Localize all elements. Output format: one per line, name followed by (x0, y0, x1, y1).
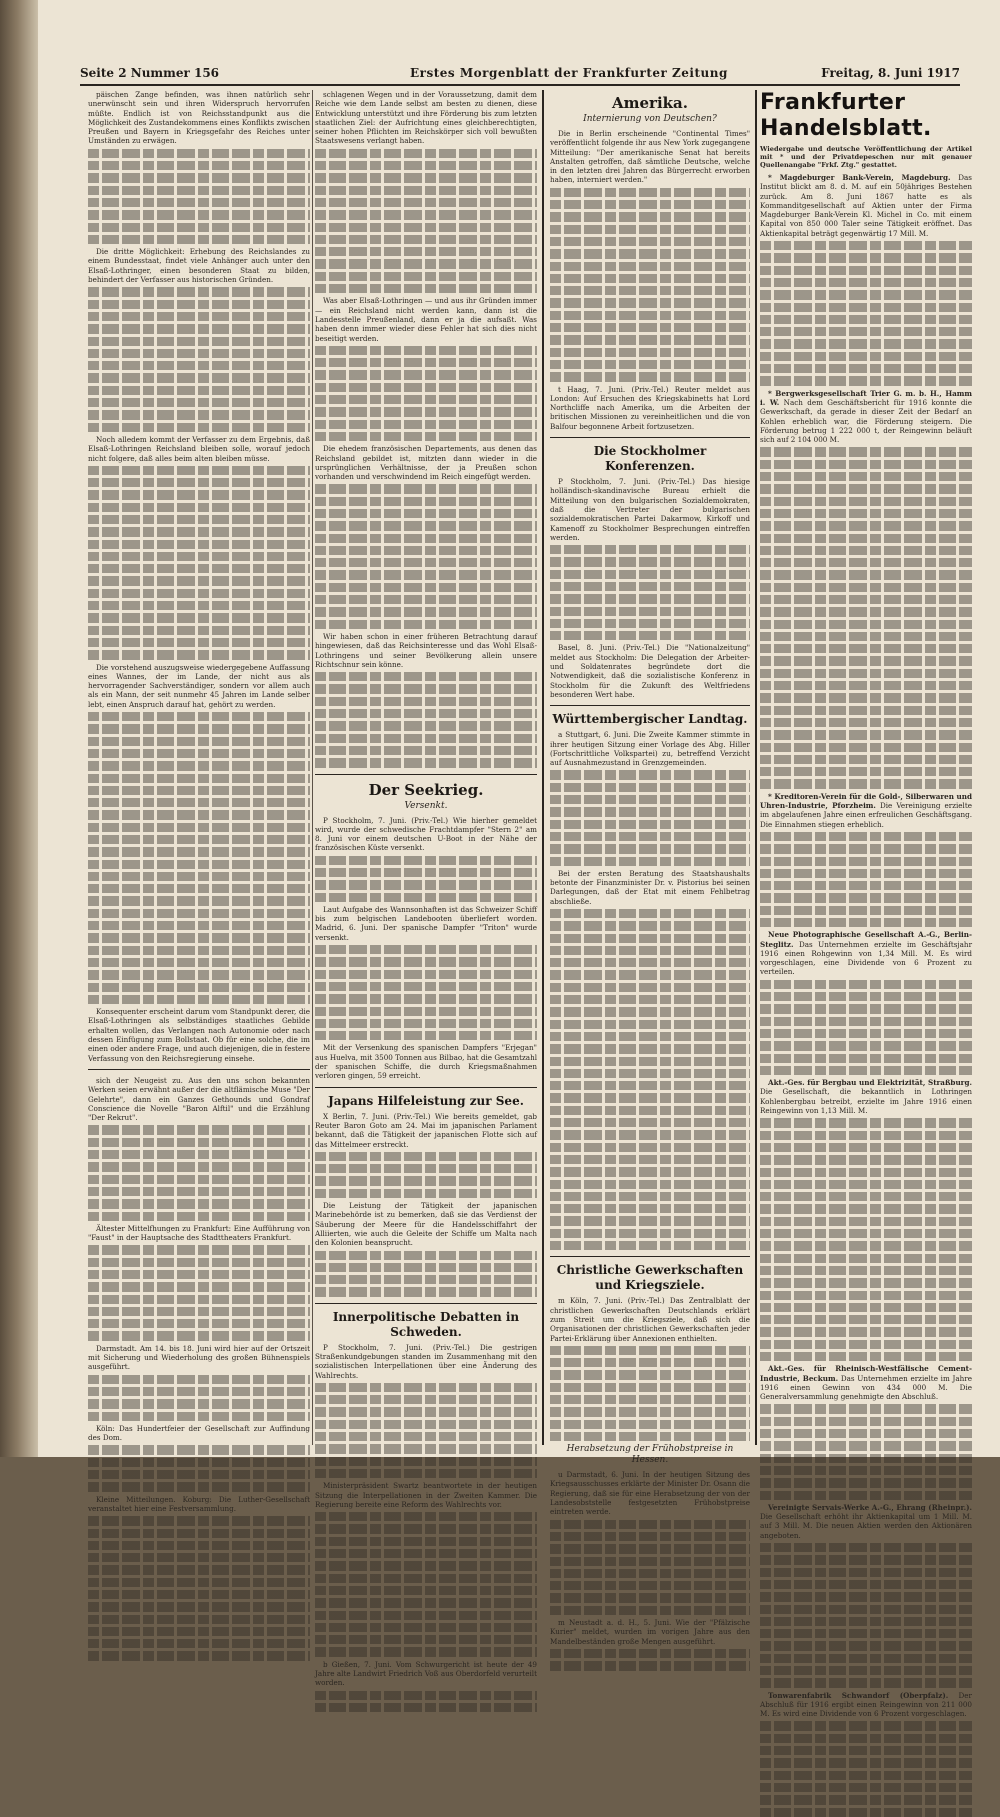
masthead (80, 62, 960, 86)
business-text: Das Institut blickt am 8. d. M. auf ein 50jähriges Bestehen zurück. Am 8. Juni 1867 hatte es als Kommanditgesellschaft auf Aktien unter der Firma Magdeburger Bank-Verein Kl. Michel in Co. mit einem Kapital von 850 000 Taler seine Tätigkeit eröffnet. Das Aktienkapital beträgt gegenwärtig 17 Mill. M. (760, 173, 972, 238)
column-4-handelsblatt (760, 90, 972, 1719)
issue-date: Freitag, 8. Juni 1917 (821, 66, 960, 80)
feuilleton-paragraph: Ältester Mittelfhungen zu Frankfurt: Eine Aufführung von "Faust" in der Hauptsache des Stadttheaters Frankfurt. (88, 1223, 310, 1243)
article-paragraph: Bei der ersten Beratung des Staatshaushalts betonte der Finanzminister Dr. v. Pistorius bei seinen Darlegungen, daß der Etat mit einem Fehlbetrag abschließe. (550, 868, 750, 906)
article-paragraph: päischen Zange befinden, was ihnen natürlich sehr unerwünscht sein und ihren Widerspruch hervorrufen müßte. Endlich ist von Reichsstandpunkt aus die Möglichkeit des Zustandekommens eines Konflikts zwischen Preußen und Bayern in Kriegsgefahr des Reiches unter Umständen zu erwägen. (88, 90, 310, 146)
article-paragraph: P Stockholm, 7. Juni. (Priv.-Tel.) Das hiesige holländisch-skandinavische Bureau erhielt die Mitteilung von den bulgarischen Sozialdemokraten, daß die Vertreter der bulgarischen sozialdemokratischen Partei Dakarmow, Kirkoff und Kamenoff zu Stockholmer Besprechungen eintreffen werden. (550, 477, 750, 542)
section-divider (315, 1303, 537, 1304)
article-paragraph: Die dritte Möglichkeit: Erhebung des Reichslandes zu einem Bundesstaat, findet viele Anhänger auch unter den Elsaß-Lothringer, einen besonderen Staat zu bilden, behindert der Verfasser aus historischen Gründen. (88, 247, 310, 285)
article-paragraph: Die in Berlin erscheinende "Continental Times" veröffentlicht folgende ihr aus New York zugegangene Mitteilung: "Der amerikanische Senat hat bereits Anstalten getroffen, daß sämtliche Deutsche, welche in den letzten drei Jahren das Bürgerrecht erworben haben, interniert werden." (550, 129, 750, 185)
business-text: Die Vereinigung erzielte im abgelaufenen Jahre einen erfreulichen Geschäftsgang. Die Einnahmen stiegen erheblich. (760, 801, 972, 829)
book-binding-edge (0, 0, 38, 1457)
subheading-versenkt: Versenkt. (404, 800, 448, 811)
business-text: Der Abschluß für 1916 ergibt einen Reingewinn von 211 000 M. Es wird eine Dividende von 6 Prozent vorgeschlagen. (760, 1690, 972, 1719)
firm-name: * Kreditoren-Verein für die Gold-, Silberwaren und Uhren-Industrie, Pforzheim. (760, 791, 972, 811)
firm-name: Tonwarenfabrik Schwandorf (Oberpfalz). (768, 1690, 949, 1700)
article-paragraph: X Berlin, 7. Juni. (Priv.-Tel.) Wie bereits gemeldet, gab Reuter Baron Goto am 24. Mai im japanischen Parlament bekannt, daß die Tätigkeit der japanischen Flotte sich auf das Mittelmeer erstreckt. (315, 1111, 537, 1149)
business-item (760, 173, 972, 238)
article-paragraph: Konsequenter erscheint darum vom Standpunkt derer, die Elsaß-Lothringen als selbständiges staatliches Gebilde erhalten wollen, das Verlangen nach Autonomie oder nach dessen Einfügung zum Bollstaat. Ob für eine solche, die im einen oder andere Frage, und auch diejenigen, die in festere Verfassung von den Reichsregierung einsehe. (88, 1007, 310, 1063)
business-item (760, 1078, 972, 1115)
business-text: Das Unternehmen erzielte im Geschäftsjahr 1916 einen Rohgewinn von 1,34 Mill. M. Es wird vorgeschlagen, eine Dividende von 6 Prozent zu verteilen. (760, 939, 972, 977)
business-text: Das Unternehmen erzielte im Jahre 1916 einen Gewinn von 434 000 M. Die Generalversammlung genehmigte den Abschluß. (760, 1373, 972, 1402)
business-item (760, 1503, 972, 1540)
subheading-internierung: Internierung von Deutschen? (583, 114, 717, 124)
article-paragraph: Was aber Elsaß-Lothringen — und aus ihr Gründen immer — ein Reichsland nicht werden kann, dann ist die Landesstelle Preußenland, dann er ja die aufsaßt. Was haben denn immer wieder diese Fehler hat sich dies nicht beseitigt werden. (315, 296, 537, 343)
heading-landtag: Württembergischer Landtag. (552, 712, 748, 727)
newspaper-title: Erstes Morgenblatt der Frankfurter Zeitung (410, 66, 728, 80)
article-paragraph: Noch alledem kommt der Verfasser zu dem Ergebnis, daß Elsaß-Lothringen Reichsland bleiben solle, worauf jedoch nicht folgere, daß alles beim alten bleiben müsse. (88, 434, 310, 463)
column-rule (542, 90, 544, 1445)
article-paragraph: schlagenen Wegen und in der Voraussetzung, damit dem Reiche wie dem Lande selbst am besten zu dienen, diese Entwicklung unterstützt und ihre Förderung bis zum letzten staatlichen Ziel: der Aufrichtung eines gleichberechtigten, seiner hohen Pflichten im Reichskörper sich voll bewußten Staatswesens verlangt haben. (315, 90, 537, 146)
heading-schweden: Innerpolitische Debatten in Schweden. (332, 1309, 520, 1339)
business-item (760, 1364, 972, 1401)
firm-name: Vereinigte Servais-Werke A.-G., Ehrang (Rheinpr.). (768, 1502, 972, 1512)
page-number-label: Seite 2 Nummer 156 (80, 66, 220, 80)
article-paragraph: m Neustadt a. d. H., 5. Juni. Wie der "Pfälzische Kurier" meldet, wurden im vorigen Jahre aus den Mandelbeständen große Mengen ausgeführt. (550, 1618, 750, 1646)
heading-japan: Japans Hilfeleistung zur See. (328, 1093, 524, 1108)
firm-name: Akt.-Ges. für Rheinisch-Westfälische Cement-Industrie, Beckum. (760, 1364, 972, 1383)
column-rule (755, 90, 757, 1445)
subheading-fruehobst: Herabsetzung der Frühobstpreise in Hessen. (566, 1444, 734, 1466)
section-divider (88, 1069, 310, 1070)
article-paragraph: b Gießen, 7. Juni. Vom Schwurgericht ist heute der 49 Jahre alte Landwirt Friedrich Voß aus Oberdorfeld verurteilt worden. (315, 1659, 537, 1688)
article-paragraph: Ministerpräsident Swartz beantwortete in der heutigen Sitzung die Interpellationen in der Zweiten Kammer. Die Regierung bereite eine Reform des Wahlrechts vor. (315, 1481, 537, 1509)
business-item (760, 930, 972, 976)
section-divider (550, 1256, 750, 1257)
feuilleton-paragraph: Köln: Das Hundertfeier der Gesellschaft zur Auffindung des Dom. (88, 1423, 310, 1443)
section-divider (550, 705, 750, 706)
heading-gewerkschaften: Christliche Gewerkschaften und Kriegsziele. (556, 1263, 744, 1293)
business-text: Die Gesellschaft erhöht ihr Aktienkapital um 1 Mill. M. auf 3 Mill. M. Die neuen Aktien werden den Aktionären angeboten. (760, 1512, 972, 1540)
section-divider (315, 774, 537, 775)
section-divider (550, 437, 750, 438)
firm-name: Akt.-Ges. für Bergbau und Elektrizität, Straßburg. (768, 1078, 972, 1088)
article-paragraph: Mit der Versenkung des spanischen Dampfers "Erjegan" aus Huelva, mit 3500 Tonnen aus Bilbao, hat die Gesamtzahl der spanischen Schiffe, die durch Kriegsmaßnahmen verloren gingen, 59 erreicht. (315, 1043, 537, 1081)
heading-stockholm: Die Stockholmer Konferenzen. (593, 444, 707, 474)
article-paragraph: u Darmstadt, 6. Juni. In der heutigen Sitzung des Kriegsausschusses erklärte der Minister Dr. Osann die Regierung, daß sie für eine Herabsetzung der von der Landesobststelle festgesetzten Frühobstpreise eintreten werde. (550, 1470, 750, 1517)
business-item (760, 792, 972, 829)
section-divider (315, 1087, 537, 1088)
article-paragraph: a Stuttgart, 6. Juni. Die Zweite Kammer stimmte in ihrer heutigen Sitzung einer Vorlage des Abg. Hiller (Fortschrittliche Volkspartei) zu, betreffend Verzicht auf Ausnahmezustand in Grenzgemeinden. (550, 730, 750, 768)
article-paragraph: P Stockholm, 7. Juni. (Priv.-Tel.) Wie hierher gemeldet wird, wurde der schwedische Frachtdampfer "Stern 2" am 8. Juni vor einem deutschen U-Boot in der Nähe der französischen Küste versenkt. (315, 815, 537, 853)
feuilleton-paragraph: Darmstadt. Am 14. bis 18. Juni wird hier auf der Ortszeit mit Sicherung und Wiederholung des großen Bühnenspiels ausgeführt. (88, 1343, 310, 1372)
feuilleton-paragraph: Kleine Mitteilungen. Koburg: Die Luther-Gesellschaft veranstaltet hier eine Festversammlung. (88, 1494, 310, 1513)
article-paragraph: m Köln, 7. Juni. (Priv.-Tel.) Das Zentralblatt der christlichen Gewerkschaften Deutschlands erklärt zum Streit um die Kriegsziele, daß sich die Organisationen der christlichen Gewerkschaften jeder Partei-Erklärung über Annexionen enthielten. (550, 1296, 750, 1343)
column-3 (550, 90, 750, 1646)
handelsblatt-intro: Wiedergabe und deutsche Veröffentlichung der Artikel mit * und der Privatdepeschen nur mit genauer Quellenangabe "Frkf. Ztg." gestattet. (760, 145, 972, 169)
article-paragraph: Die ehedem französischen Departements, aus denen das Reichsland gebildet ist, mitzten dann wieder in die ursprünglichen Verhältnisse, der ja Preußen schon vorhanden und verschwindend im Reich eingefügt werden. (315, 444, 537, 482)
article-paragraph: P Stockholm, 7. Juni. (Priv.-Tel.) Die gestrigen Straßenkundgebungen standen im Zusammenhang mit den sozialistischen Interpellationen über eine Änderung des Wahlrechts. (315, 1342, 537, 1380)
column-2 (315, 90, 537, 1688)
business-text: Nach dem Geschäftsbericht für 1916 konnte die Gewerkschaft, da gerade in dieser Zeit der Bedarf an Kohlen erheblich war, die Förderung steigern. Die Förderung betrug 1 222 000 t, der Reingewinn beläuft sich auf 2 104 000 M. (760, 397, 972, 445)
column-1 (88, 90, 310, 1513)
article-paragraph: Wir haben schon in einer früheren Betrachtung darauf hingewiesen, daß das Reichsinteresse und das Wohl Elsaß-Lothringens und seiner Bevölkerung allein unsere Richtschnur sein könne. (315, 631, 537, 669)
heading-seekrieg: Der Seekrieg. (368, 780, 484, 799)
handelsblatt-title: Frankfurter Handelsblatt. (760, 90, 932, 141)
article-paragraph: t Haag, 7. Juni. (Priv.-Tel.) Reuter meldet aus London: Auf Ersuchen des Kriegskabinetts hat Lord Northcliffe nach Amerika, um die Arbeiten der britischen Missionen zu vereinheitlichen und die von Balfour begonnene Arbeit fortzusetzen. (550, 384, 750, 431)
business-item (760, 389, 972, 445)
heading-amerika: Amerika. (612, 94, 688, 112)
article-paragraph: Die vorstehend auszugsweise wiedergegebene Auffassung eines Wannes, der im Lande, der nicht aus als hervorragender Sachverständiger, sondern vor allem auch als ein Mann, der seit nunmehr 45 Jahren im Lande selber lebt, einen Anspruch darauf hat, gehört zu werden. (88, 662, 310, 709)
firm-name: * Bergwerksgesellschaft Trier G. m. b. H., Hamm i. W. (760, 388, 972, 407)
feuilleton-paragraph: sich der Neugeist zu. Aus den uns schon bekannten Werken seien erwähnt außer der die altflämische Muse "Der Gelehrte", dann ein Ganzes Gethounds und Gondraf Conscience die Novelle "Baron Alftil" und die Erzählung "Der Rekrut". (88, 1075, 310, 1123)
article-paragraph: Laut Aufgabe des Wannsonhaften ist das Schweizer Schiff bis zum belgischen Landebooten überliefert worden. Madrid, 6. Juni. Der spanische Dampfer "Triton" wurde versenkt. (315, 904, 537, 942)
column-rule (312, 90, 313, 1445)
firm-name: * Magdeburger Bank-Verein, Magdeburg. (768, 173, 951, 182)
business-text: Die Gesellschaft, die bekanntlich in Lothringen Kohlenbergbau betreibt, erzielte im Jahre 1916 einen Reingewinn von 1,13 Mill. M. (760, 1087, 972, 1116)
article-paragraph: Basel, 8. Juni. (Priv.-Tel.) Die "Nationalzeitung" meldet aus Stockholm: Die Delegation der Arbeiter- und Soldatenrates begründete dort die Notwendigkeit, daß die sozialistische Konferenz in Stockholm für die Zukunft des Weltfriedens besonderen Wert habe. (550, 643, 750, 699)
firm-name: Neue Photographische Gesellschaft A.-G., Berlin-Steglitz. (760, 930, 972, 949)
business-item (760, 1691, 972, 1719)
article-paragraph: Die Leistung der Tätigkeit der japanischen Marinebehörde ist zu bemerken, daß sie das Verdienst der Säuberung der Meere für die Handelsschiffahrt der Alliierten, wie auch die Geleite der Schiffe um Malta nach den Kolonien beansprucht. (315, 1201, 537, 1248)
